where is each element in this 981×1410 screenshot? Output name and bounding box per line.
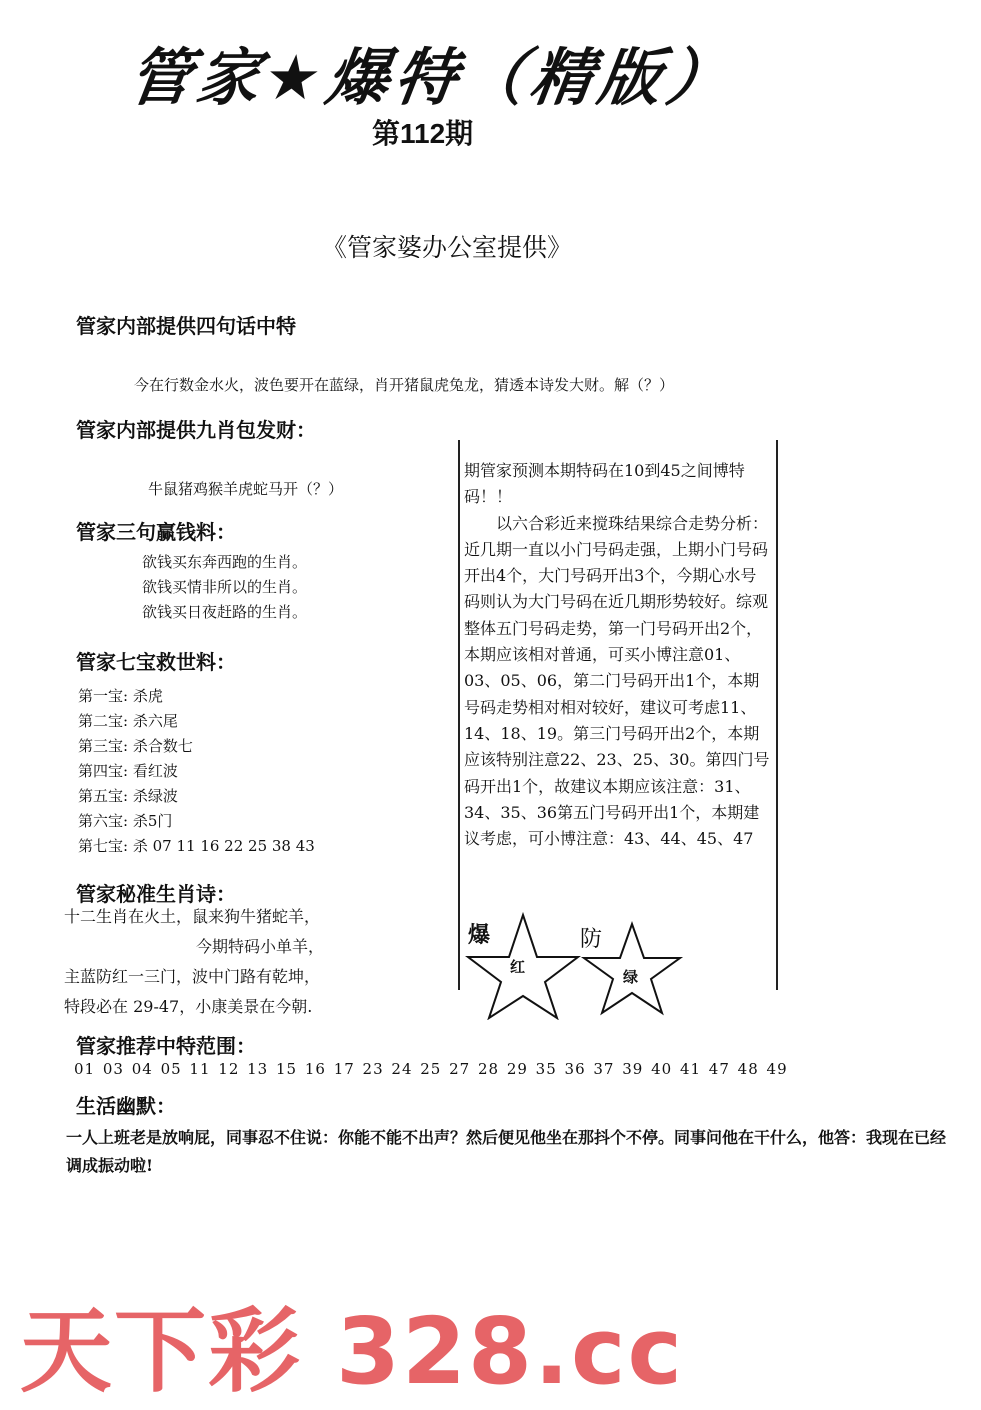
poem-line: 主蓝防红一三门，波中门路有乾坤， [64,967,321,986]
treasure-value: 杀六尾 [132,712,178,730]
three-lines-item: 欲钱买日夜赶路的生肖。 [142,603,308,621]
treasure-item [78,709,315,734]
seven-treasures-heading: 管家七宝救世料： [76,650,236,674]
fang-label: 防 [580,927,603,952]
treasure-label: 第三宝: [78,737,129,755]
treasure-label: 第六宝: [78,812,129,830]
three-lines-item: 欲钱买东奔西跑的生肖。 [142,553,308,571]
star-green-label: 绿 [623,968,639,986]
treasure-label: 第五宝: [78,787,129,805]
three-lines-item: 欲钱买情非所以的生肖。 [142,578,308,596]
treasure-value: 杀 07 11 16 22 25 38 43 [132,837,315,855]
three-lines-heading: 管家三句赢钱料： [76,520,236,544]
bao-label: 爆 [468,922,491,948]
treasure-item [78,684,315,709]
provider-line: 《管家婆办公室提供》 [322,233,573,262]
analysis-paragraph: 期管家预测本期特码在10到45之间博特码！！ [464,461,745,507]
range-numbers: 01 03 04 05 11 12 13 15 16 17 23 24 25 27 28 29 35 36 37 39 40 41 47 48 49 [74,1060,788,1078]
treasure-item [78,834,315,859]
treasure-value: 看红波 [132,762,178,780]
treasure-value: 杀绿波 [132,787,178,805]
poem-line: 十二生肖在火土，鼠来狗牛猪蛇羊， [64,907,321,926]
treasure-value: 杀虎 [132,687,163,705]
page-title: 管家★爆特（精版） [124,41,741,114]
humor-heading: 生活幽默： [76,1094,176,1118]
treasure-value: 杀5门 [132,812,173,830]
analysis-paragraph: 以六合彩近来搅珠结果综合走势分析：近几期一直以小门号码走强，上期小门号码开出4个，大门号码开出3个，今期心水号码则认为大门号码在近几期形势较好。综观整体五门号码走势，第一门号码开出2个，本期应该相对普通，可买小博注意01、03、05、06，第二门号码开出1个，本期号码走势相对相对较好，建议可考虑11、14、18、19。第三门号码开出2个，本期应该特别注意22、23、25、30。第四门号码开出1个，故建议本期应该注意：31、34、35、36第五门号码开出1个，本期建议考虑，可小博注意：43、44、45、47 [464,513,770,849]
range-heading: 管家推荐中特范围： [76,1034,256,1058]
treasure-value: 杀合数七 [132,737,193,755]
four-line-heading: 管家内部提供四句话中特 [76,314,296,338]
treasure-label: 第四宝: [78,762,129,780]
four-line-text: 今在行数金水火，波色要开在蓝绿，肖开猪鼠虎兔龙，猜透本诗发大财。解（？） [134,376,675,394]
poem-line: 特段必在 29-47，小康美景在今朝. [64,997,313,1016]
issue-number: 第112期 [372,118,474,149]
treasure-item [78,734,315,759]
treasure-label: 第七宝: [78,837,129,855]
three-lines-list [142,550,307,625]
treasure-label: 第二宝: [78,712,129,730]
treasure-item [78,809,315,834]
treasure-label: 第一宝: [78,687,129,705]
treasure-item [78,759,315,784]
humor-text: 一人上班老是放响屁，同事忍不住说：你能不能不出声？然后便见他坐在那抖个不停。同事问他在干什么，他答：我现在已经调成振动啦! [66,1128,947,1175]
stars-graphic [460,910,690,1020]
poem-line: 今期特码小单羊， [196,937,325,956]
nine-zodiac-heading: 管家内部提供九肖包发财： [76,418,316,442]
analysis-text [464,458,770,852]
poem-heading: 管家秘准生肖诗： [76,882,236,906]
star-red-label: 红 [510,958,526,976]
nine-zodiac-text: 牛鼠猪鸡猴羊虎蛇马开（？） [148,480,344,498]
seven-treasures-list [78,684,315,859]
watermark: 天下彩 328.cc [20,1298,685,1405]
treasure-item [78,784,315,809]
